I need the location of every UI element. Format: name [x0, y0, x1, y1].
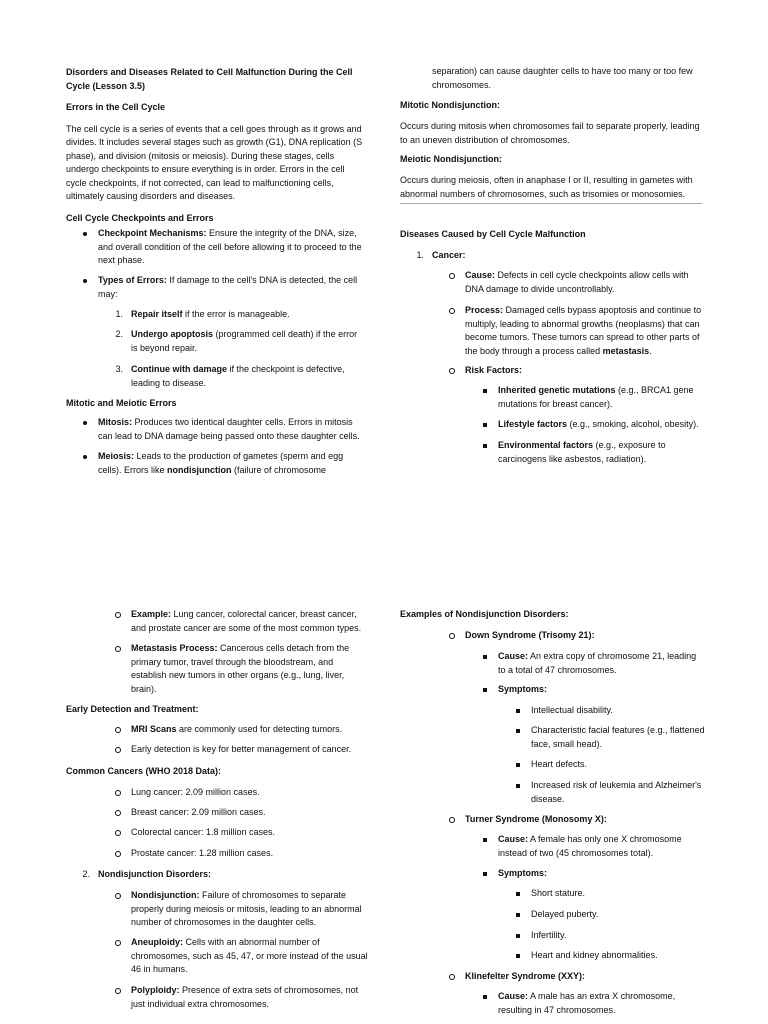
mri-scans: MRI Scans are commonly used for detecting tumors. [131, 724, 343, 734]
heading-early-detection: Early Detection and Treatment: [66, 704, 199, 714]
error-option-3: 3. Continue with damage if the checkpoint is defective, leading to disease. [115, 364, 345, 388]
klinefelter-syndrome: Klinefelter Syndrome (XXY): [465, 971, 586, 981]
heading-mitotic-meiotic: Mitotic and Meiotic Errors [66, 398, 177, 408]
turner-symptom-2: Delayed puberty. [531, 909, 599, 919]
heading-diseases: Diseases Caused by Cell Cycle Malfunction [400, 229, 586, 239]
error-option-1: 1. Repair itself if the error is manageable. [115, 309, 290, 319]
heading-common-cancers: Common Cancers (WHO 2018 Data): [66, 766, 222, 776]
down-cause: Cause: An extra copy of chromosome 21, leading to a total of 47 chromosomes. [498, 651, 697, 675]
down-syndrome: Down Syndrome (Trisomy 21): [465, 630, 595, 640]
mitosis-item: Mitosis: Produces two identical daughter cells. Errors in mitosis can lead to DNA damage being passed onto these daughter cells. [98, 417, 360, 441]
cancer-stat-lung: Lung cancer: 2.09 million cases. [131, 787, 260, 797]
cancer-item: 1. Cancer: [416, 250, 466, 260]
risk-factor-environmental: Environmental factors (e.g., exposure to carcinogens like asbestos, radiation). [498, 440, 666, 464]
nondisjunction-disorders-item: 2. Nondisjunction Disorders: [82, 869, 212, 879]
section-divider [400, 203, 702, 204]
klinefelter-cause: Cause: A male has an extra X chromosome, resulting in 47 chromosomes. [498, 991, 676, 1015]
heading-examples-nondisjunction: Examples of Nondisjunction Disorders: [400, 609, 569, 619]
cancer-process: Process: Damaged cells bypass apoptosis and continue to multiply, leading to abnormal growths (neoplasms) that can become tumors. These tumors can spread to other parts of the body through a process called metastasis. [465, 305, 702, 356]
cancer-stat-breast: Breast cancer: 2.09 million cases. [131, 807, 266, 817]
heading-meiotic-nondisjunction: Meiotic Nondisjunction: [400, 154, 502, 164]
turner-cause: Cause: A female has only one X chromosome instead of two (45 chromosomes total). [498, 834, 682, 858]
nondisjunction-continued: separation) can cause daughter cells to have too many or too few chromosomes. [432, 66, 693, 90]
metastasis-process: Metastasis Process: Cancerous cells detach from the primary tumor, travel through the bloodstream, and establish new tumors in other organs (e.g., lung, liver, brain). [131, 643, 350, 694]
cancer-stat-prostate: Prostate cancer: 1.28 million cases. [131, 848, 274, 858]
cancer-stat-colorectal: Colorectal cancer: 1.8 million cases. [131, 827, 276, 837]
mitotic-nondisjunction-text: Occurs during mitosis when chromosomes fail to separate properly, leading to an uneven distribution of chromosomes. [400, 121, 700, 145]
aneuploidy-definition: Aneuploidy: Cells with an abnormal number of chromosomes, such as 45, 47, or more instead of the usual 46 in humans. [131, 937, 368, 974]
nondisjunction-definition: Nondisjunction: Failure of chromosomes to separate properly during meiosis or mitosis, leading to an abnormal number of chromosomes in the daughter cells. [131, 890, 362, 927]
column-top-left [66, 66, 366, 233]
risk-factors: Risk Factors: [465, 365, 523, 375]
types-of-errors: Types of Errors: If damage to the cell's DNA is detected, the cell may: [98, 275, 358, 299]
heading-checkpoints: Cell Cycle Checkpoints and Errors [66, 212, 214, 223]
heading-mitotic-nondisjunction: Mitotic Nondisjunction: [400, 100, 500, 110]
error-option-2: 2. Undergo apoptosis (programmed cell death) if the error is beyond repair. [115, 329, 358, 353]
meiosis-item: Meiosis: Leads to the production of gametes (sperm and egg cells). Errors like nondisjunction (failure of chromosome [98, 451, 344, 475]
paragraph-errors: The cell cycle is a series of events that a cell goes through as it grows and divides. It includes several stages such as growth (G1), DNA replication (S phase), and division (mitosis or meiosis). During these stages, cells undergo checkpoints to ensure everything is in order. Errors in the cell cycle checkpoints, if not corrected, can lead to malfunctioning cells, ultimately causing disorders and diseases. [66, 123, 363, 201]
risk-factor-genetic: Inherited genetic mutations (e.g., BRCA1 gene mutations for breast cancer). [498, 385, 694, 409]
down-symptoms: Symptoms: [498, 684, 548, 694]
meiotic-nondisjunction-text: Occurs during meiosis, often in anaphase I or II, resulting in gametes with abnormal numbers of chromosomes, such as trisomies or monosomies. [400, 175, 693, 199]
down-symptom-4: Increased risk of leukemia and Alzheimer's disease. [531, 780, 702, 804]
turner-symptom-3: Infertility. [531, 930, 567, 940]
down-symptom-3: Heart defects. [531, 759, 588, 769]
heading-errors: Errors in the Cell Cycle [66, 102, 166, 112]
turner-symptom-1: Short stature. [531, 888, 586, 898]
checkpoint-mechanisms: Checkpoint Mechanisms: Ensure the integrity of the DNA, size, and overall condition of the cell before allowing it to proceed to the next phase. [98, 228, 362, 265]
down-symptom-1: Intellectual disability. [531, 705, 613, 715]
cancer-cause: Cause: Defects in cell cycle checkpoints allow cells with DNA damage to divide uncontrollably. [465, 270, 689, 294]
early-detection-key: Early detection is key for better management of cancer. [131, 744, 352, 754]
turner-symptoms: Symptoms: [498, 868, 548, 878]
document-title: Disorders and Diseases Related to Cell Malfunction During the Cell Cycle (Lesson 3.5) [66, 67, 353, 91]
down-symptom-2: Characteristic facial features (e.g., flattened face, small head). [531, 725, 705, 749]
risk-factor-lifestyle: Lifestyle factors (e.g., smoking, alcohol, obesity). [498, 419, 699, 429]
turner-symptom-4: Heart and kidney abnormalities. [531, 950, 658, 960]
cancer-example: Example: Lung cancer, colorectal cancer, breast cancer, and prostate cancer are some of the most common types. [131, 609, 362, 633]
turner-syndrome: Turner Syndrome (Monosomy X): [465, 814, 607, 824]
polyploidy-definition: Polyploidy: Presence of extra sets of chromosomes, not just individual extra chromosomes. [131, 985, 359, 1009]
